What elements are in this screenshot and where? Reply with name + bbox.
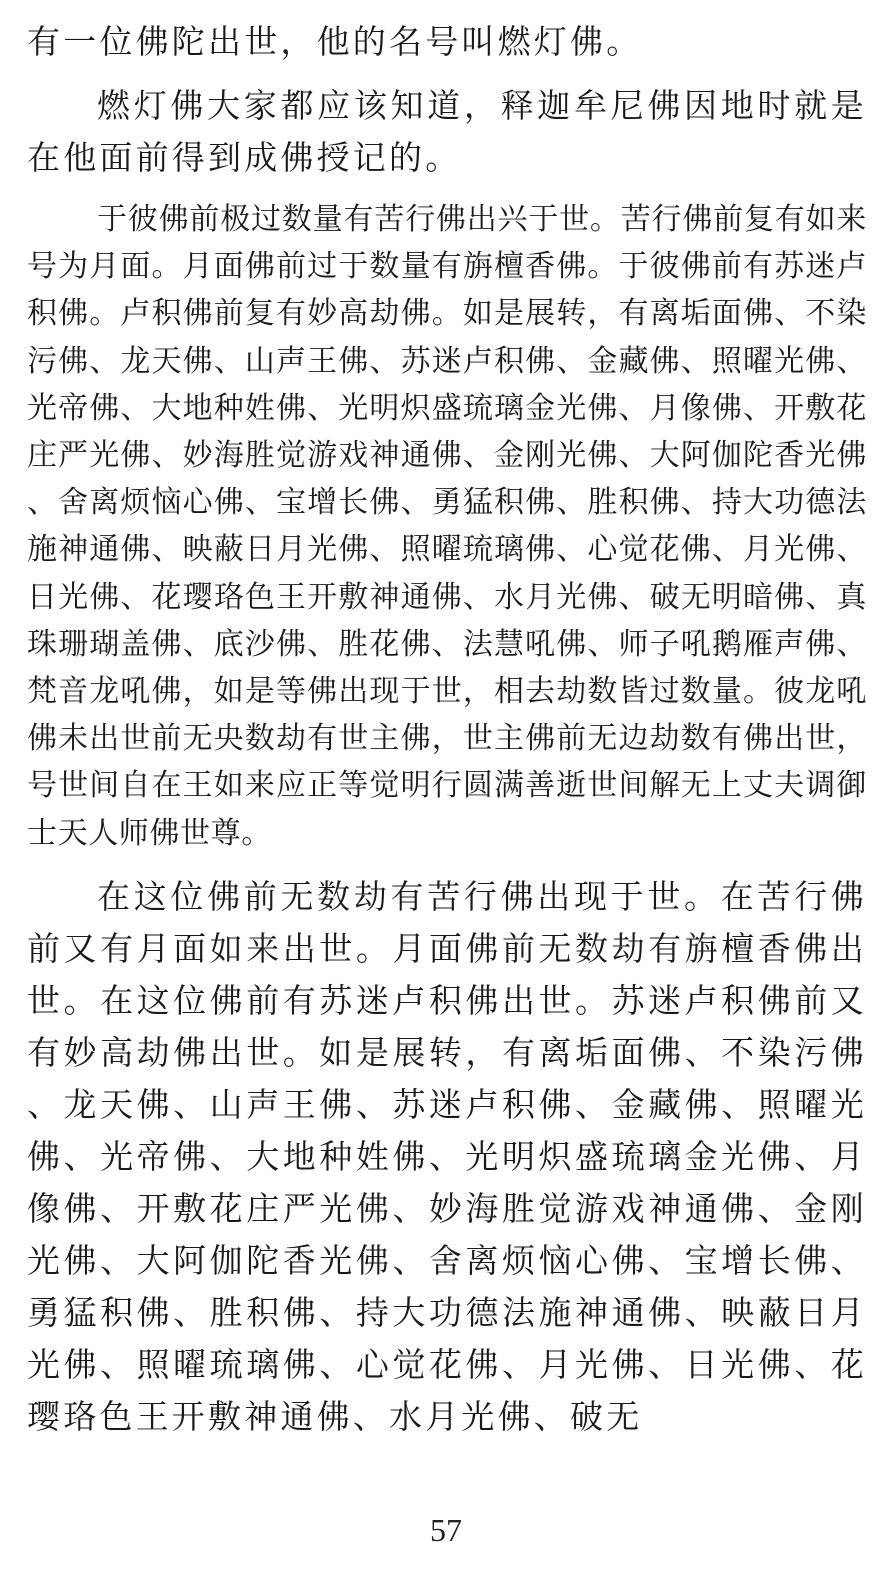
paragraph-commentary-2: 燃灯佛大家都应该知道，释迦牟尼佛因地时就是在他面前得到成佛授记的。 bbox=[27, 86, 867, 177]
paragraph-commentary-1: 有一位佛陀出世，他的名号叫燃灯佛。 bbox=[27, 22, 643, 61]
paragraph-sutra-quote: 于彼佛前极过数量有苦行佛出兴于世。苦行佛前复有如来号为月面。月面佛前过于数量有旃檀香佛。于彼佛前有苏迷卢积佛。卢积佛前复有妙高劫佛。如是展转，有离垢面佛、不染污佛、龙天佛、山声王佛、苏迷卢积佛、金藏佛、照曜光佛、光帝佛、大地种姓佛、光明炽盛琉璃金光佛、月像佛、开敷花庄严光佛、妙海胜觉游戏神通佛、金刚光佛、大阿伽陀香光佛、舍离烦恼心佛、宝增长佛、勇猛积佛、胜积佛、持大功德法施神通佛、映蔽日月光佛、照曜琉璃佛、心觉花佛、月光佛、日光佛、花璎珞色王开敷神通佛、水月光佛、破无明暗佛、真珠珊瑚盖佛、底沙佛、胜花佛、法慧吼佛、师子吼鹅雁声佛、梵音龙吼佛，如是等佛出现于世，相去劫数皆过数量。彼龙吼佛未出世前无央数劫有世主佛，世主佛前无边劫数有佛出世，号世间自在王如来应正等觉明行圆满善逝世间解无上丈夫调御士天人师佛世尊。 bbox=[27, 202, 867, 851]
paragraph-translation: 在这位佛前无数劫有苦行佛出现于世。在苦行佛前又有月面如来出世。月面佛前无数劫有旃檀香佛出世。在这位佛前有苏迷卢积佛出世。苏迷卢积佛前又有妙高劫佛出世。如是展转，有离垢面佛、不染污佛、龙天佛、山声王佛、苏迷卢积佛、金藏佛、照曜光佛、光帝佛、大地种姓佛、光明炽盛琉璃金光佛、月像佛、开敷花庄严光佛、妙海胜觉游戏神通佛、金刚光佛、大阿伽陀香光佛、舍离烦恼心佛、宝增长佛、勇猛积佛、胜积佛、持大功德法施神通佛、映蔽日月光佛、照曜琉璃佛、心觉花佛、月光佛、日光佛、花璎珞色王开敷神通佛、水月光佛、破无 bbox=[27, 876, 867, 1436]
page-number: 57 bbox=[430, 1512, 462, 1548]
page-body bbox=[27, 16, 867, 1443]
